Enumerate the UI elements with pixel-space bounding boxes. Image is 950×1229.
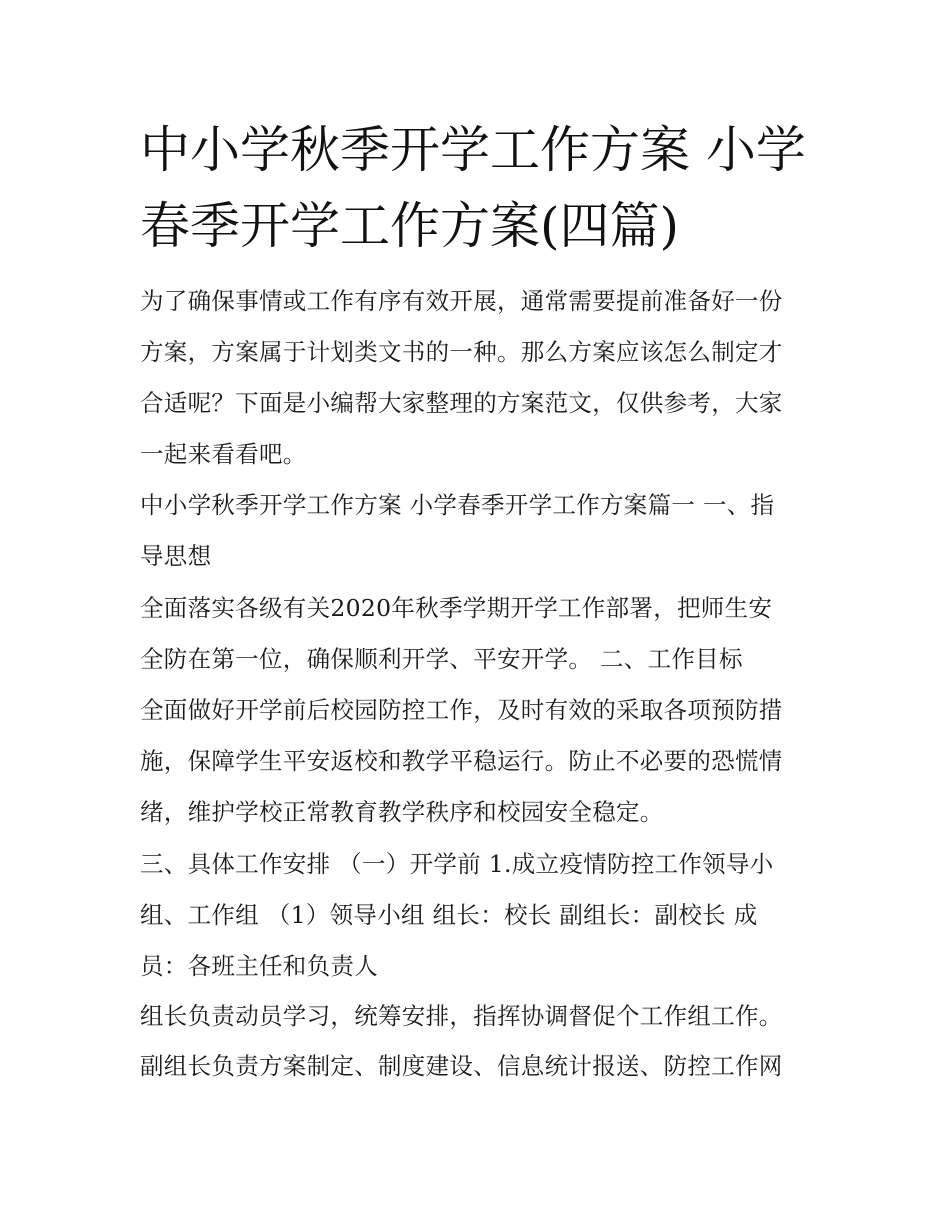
text-line: 三、具体工作安排 （一）开学前 1.成立疫情防控工作领导小 (140, 850, 774, 878)
text-line: 副组长负责方案制定、制度建设、信息统计报送、防控工作网 (140, 1052, 783, 1080)
text-line: 员：各班主任和负责人 (140, 952, 378, 980)
text-line: 组长负责动员学习，统筹安排，指挥协调督促个工作组工作。 (140, 1002, 783, 1030)
title-line: 春季开学工作方案(四篇) (140, 197, 680, 255)
text-line: 绪，维护学校正常教育教学秩序和校园安全稳定。 (140, 798, 664, 826)
work-goal-paragraph (140, 685, 820, 838)
responsibility-paragraph (140, 991, 820, 1092)
text-line: 中小学秋季开学工作方案 小学春季开学工作方案篇一 一、指 (140, 491, 775, 519)
text-line: 全防在第一位，确保顺利开学、平安开学。 二、工作目标 (140, 645, 743, 673)
text-line: 全面做好开学前后校园防控工作，及时有效的采取各项预防措 (140, 696, 783, 724)
text-line: 全面落实各级有关2020年秋季学期开学工作部署，把师生安 (140, 594, 773, 622)
guiding-thought-paragraph (140, 583, 820, 685)
section-heading-paragraph (140, 480, 820, 582)
document-title (140, 112, 830, 264)
text-line: 导思想 (140, 542, 212, 570)
text-line: 为了确保事情或工作有序有效开展，通常需要提前准备好一份 (140, 287, 783, 315)
text-line: 方案，方案属于计划类文书的一种。那么方案应该怎么制定才 (140, 338, 783, 366)
text-line: 一起来看看吧。 (140, 440, 307, 468)
work-arrangement-paragraph (140, 839, 820, 992)
title-line: 中小学秋季开学工作方案 小学 (140, 121, 806, 179)
text-line: 组、工作组 （1）领导小组 组长：校长 副组长：副校长 成 (140, 901, 758, 929)
text-line: 施，保障学生平安返校和教学平稳运行。防止不必要的恐慌情 (140, 747, 783, 775)
intro-paragraph (140, 276, 820, 480)
text-line: 合适呢？下面是小编帮大家整理的方案范文，仅供参考，大家 (140, 389, 783, 417)
